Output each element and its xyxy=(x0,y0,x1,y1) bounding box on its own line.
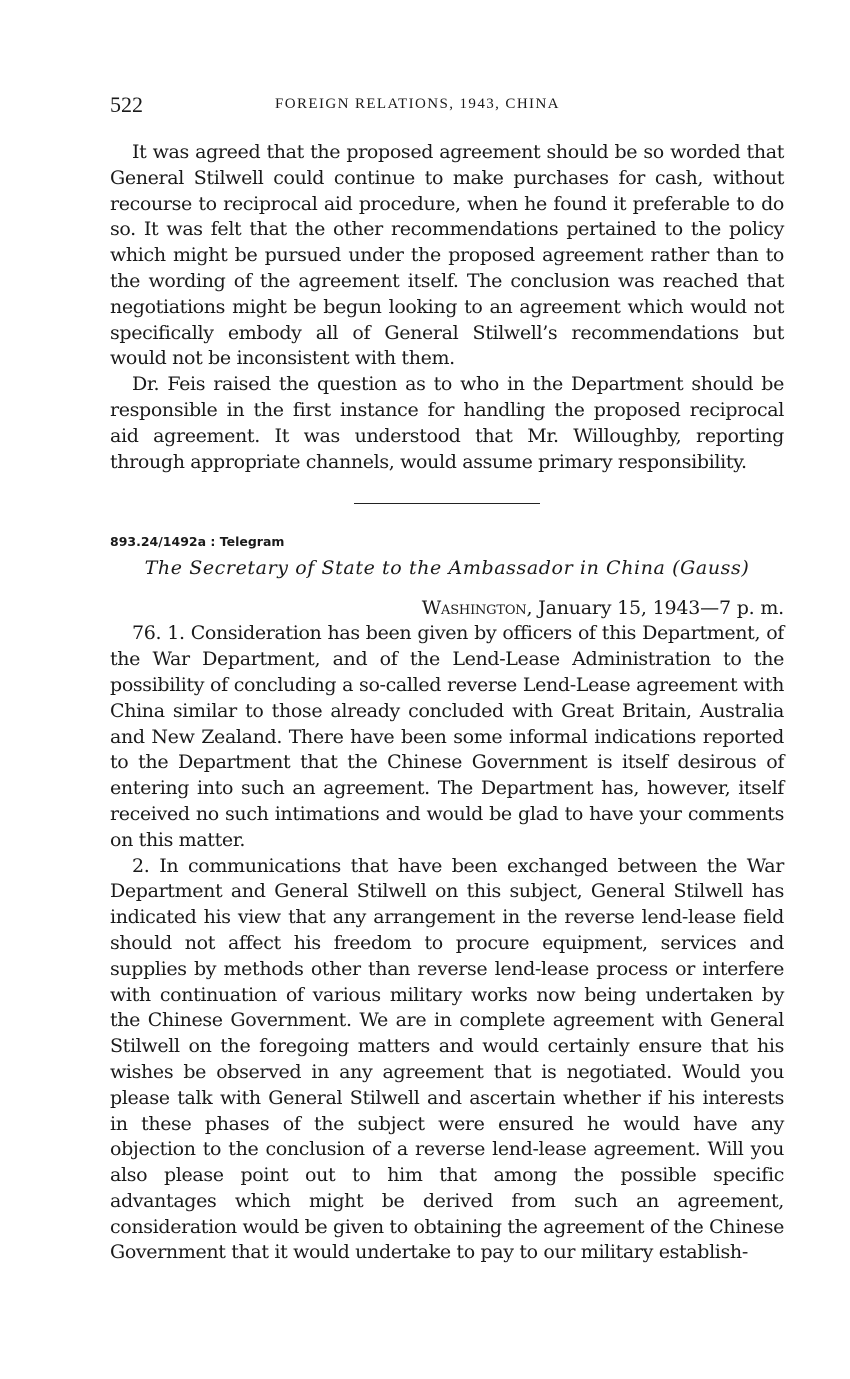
telegram-paragraph: 2. In communications that have been exchanged between the War Department and General Stilwell on this subject, General Stilwell has indicated his view that any arrangement in the reverse lend-lease field should not affect his freedom to procure equipment, services and supplies by methods other than reverse lend-lease process or interfere with continuation of various military works now being undertaken by the Chinese Government. We are in complete agreement with General Stilwell on the foregoing matters and would certainly ensure that his wishes be observed in any agreement that is negotiated. Would you please talk with General Stilwell and ascertain whether if his interests in these phases of the subject were ensured he would have any objection to the conclusion of a reverse lend-lease agreement. Will you also please point out to him that among the possible specific advantages which might be derived from such an agreement, consideration would be given to obtaining the agreement of the Chinese Government that it would undertake to pay to our military establish- xyxy=(110,854,784,1264)
dateline-place: Washington, xyxy=(421,597,533,620)
file-reference: 893.24/1492a : Telegram xyxy=(110,534,285,550)
running-title: FOREIGN RELATIONS, 1943, CHINA xyxy=(275,96,560,112)
telegram-section xyxy=(110,534,784,1266)
dateline xyxy=(110,597,784,619)
memo-paragraph: It was agreed that the proposed agreement should be so worded that General Stilwell could continue to make purchases for cash, without recourse to reciprocal aid procedure, when he found it preferable to do so. It was felt that the other recommendations pertained to the policy which might be pursued under the proposed agreement rather than to the wording of the agreement itself. The conclusion was reached that negotiations might be begun looking to an agreement which would not specifically embody all of General Stilwell’s recommendations but would not be inconsistent with them. xyxy=(110,141,784,370)
telegram-paragraph: 76. 1. Consideration has been given by officers of this Department, of the War Department, and of the Lend-Lease Administration to the possibility of concluding a so-called reverse Lend-Lease agreement with China similar to those already concluded with Great Britain, Australia and New Zealand. There have been some informal indications reported to the Department that the Chinese Government is itself desirous of entering into such an agreement. The Department has, however, itself received no such intimations and would be glad to have your comments on this matter. xyxy=(110,622,784,851)
running-header xyxy=(110,88,784,118)
section-divider xyxy=(354,503,540,504)
memo-section xyxy=(110,140,784,475)
dateline-date: January 15, 1943—7 p. m. xyxy=(532,597,784,620)
document-title: The Secretary of State to the Ambassador in China (Gauss) xyxy=(144,557,750,580)
document-page xyxy=(110,88,784,1266)
page-number: 522 xyxy=(110,92,143,117)
memo-paragraph: Dr. Feis raised the question as to who in the Department should be responsible in the first instance for handling the proposed reciprocal aid agreement. It was understood that Mr. Willoughby, reporting through appropriate channels, would assume primary responsibility. xyxy=(110,373,784,473)
